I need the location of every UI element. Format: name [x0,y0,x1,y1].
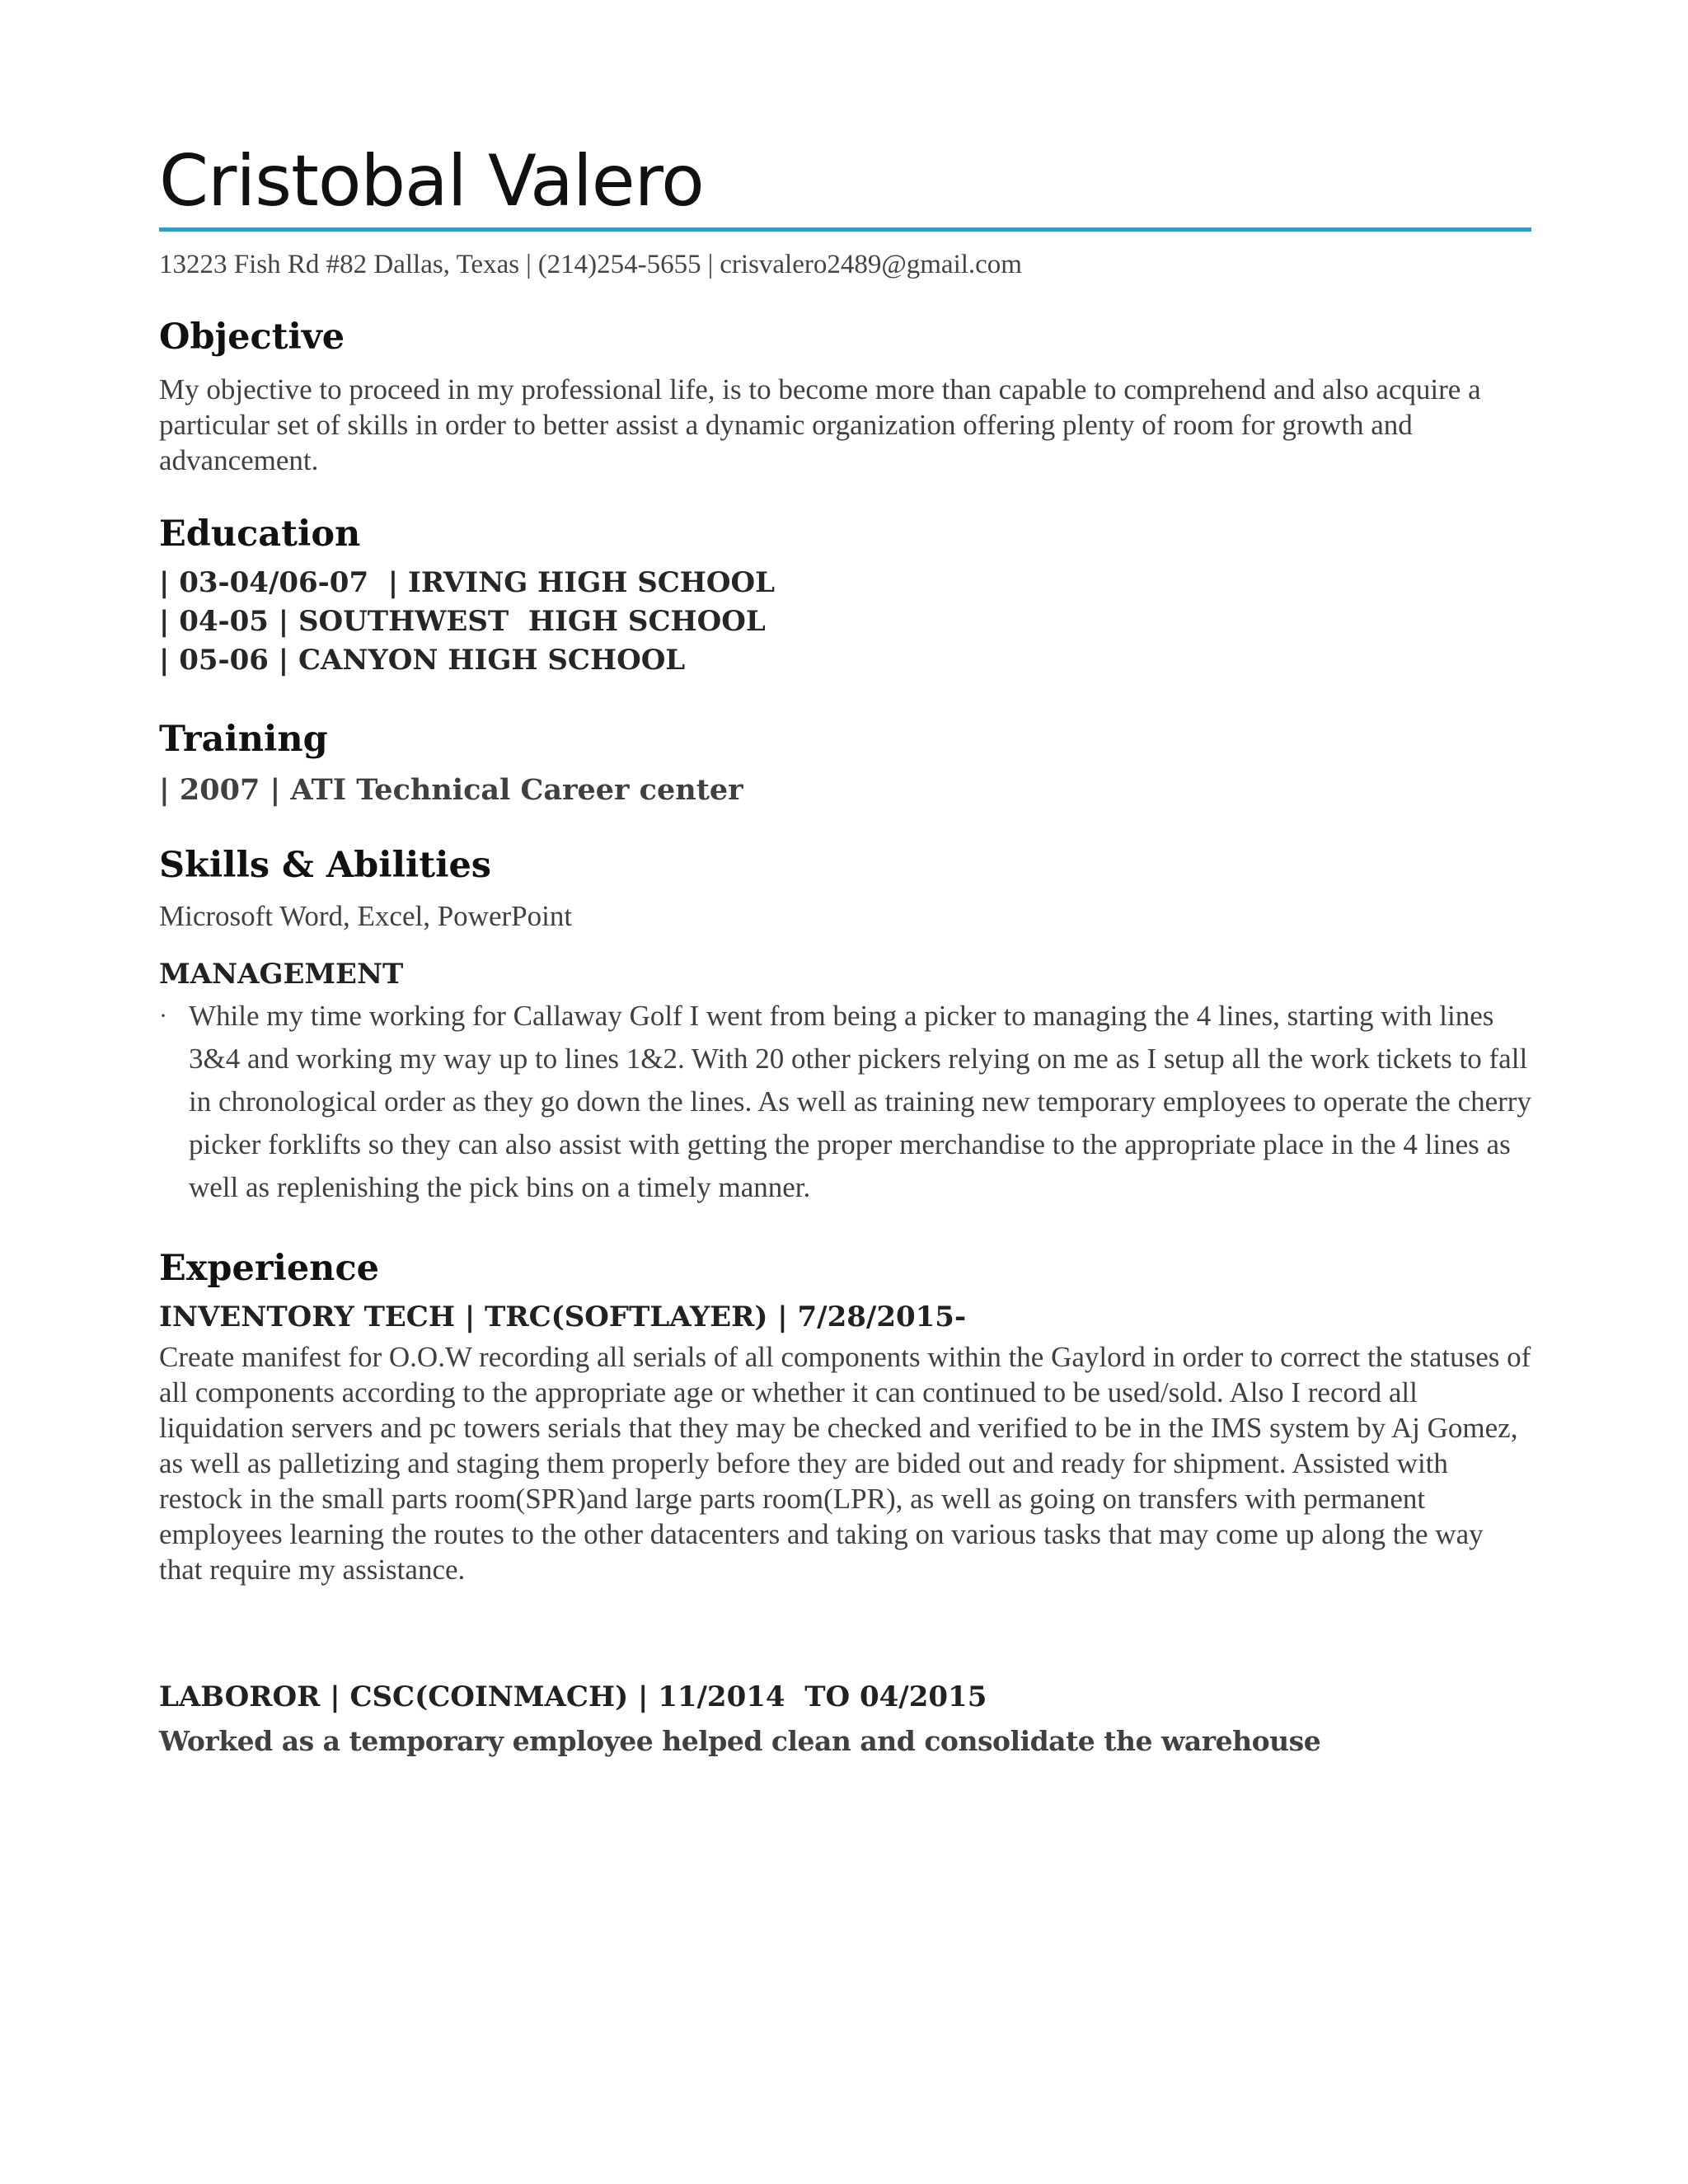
contact-line [159,246,1531,283]
skills-section [159,842,1531,1209]
skills-heading: Skills & Abilities [159,845,492,886]
resume-page [159,140,1531,1760]
contact-phone: (214)254-5655 [537,250,701,279]
header-divider [159,227,1531,232]
management-list [159,995,1531,1209]
education-list [159,564,1531,680]
contact-address: 13223 Fish Rd #82 Dallas, Texas [159,250,520,279]
candidate-name: Cristobal Valero [159,140,704,223]
job-title: INVENTORY TECH | TRC(SOFTLAYER) | 7/28/2015- [159,1301,967,1333]
objective-section [159,314,1531,478]
contact-separator: | [526,250,532,279]
software-skills: Microsoft Word, Excel, PowerPoint [159,900,573,932]
management-text: While my time working for Callaway Golf I went from being a picker to managing the 4 lines, starting with lines 3&4 and working my way up to lines 1&2. With 20 other pickers relying on me as I setup all the work tickets to fall in chronological order as they go down the lines. As well as training new temporary employees to operate the cherry picker forklifts so they can also assist with getting the proper merchandise to the appropriate place in the 4 lines as well as replenishing the pick bins on a timely manner. [189,1000,1531,1203]
education-entry: | 05-06 | CANYON HIGH SCHOOL [159,644,686,677]
job-entry [159,1298,1531,1587]
job-entry [159,1678,1531,1760]
contact-email[interactable]: crisvalero2489@gmail.com [720,250,1022,279]
job-description: Worked as a temporary employee helped clean and consolidate the warehouse [159,1725,1321,1757]
education-entry: | 03-04/06-07 | IRVING HIGH SCHOOL [159,566,776,599]
education-section [159,511,1531,680]
bullet-glyph: · [159,1002,167,1029]
job-description: Create manifest for O.O.W recording all serials of all components within the Gaylord in order to correct the statuses of all components according to the appropriate age or whether it can continued to be used/sold. Also I record all liquidation servers and pc towers serials that they may be checked and verified to be in the IMS system by Aj Gomez, as well as palletizing and staging them properly before they are bided out and ready for shipment. Assisted with restock in the small parts room(SPR)and large parts room(LPR), as well as going on transfers with permanent employees learning the routes to the other datacenters and taking on various tasks that may come up along the way that require my assistance. [159,1341,1531,1586]
training-section [159,716,1531,809]
list-item [159,995,1531,1209]
education-entry: | 04-05 | SOUTHWEST HIGH SCHOOL [159,605,766,638]
training-heading: Training [159,719,328,760]
experience-heading: Experience [159,1248,379,1289]
objective-text: My objective to proceed in my professional life, is to become more than capable to comprehend and also acquire a particular set of skills in order to better assist a dynamic organization offering plenty of room for growth and advancement. [159,373,1481,476]
training-entry: | 2007 | ATI Technical Career center [159,773,743,807]
experience-section [159,1245,1531,1760]
objective-heading: Objective [159,316,345,358]
education-heading: Education [159,513,361,555]
management-heading: MANAGEMENT [159,958,404,991]
contact-separator: | [707,250,714,279]
job-title: LABOROR | CSC(COINMACH) | 11/2014 TO 04/2015 [159,1680,987,1713]
